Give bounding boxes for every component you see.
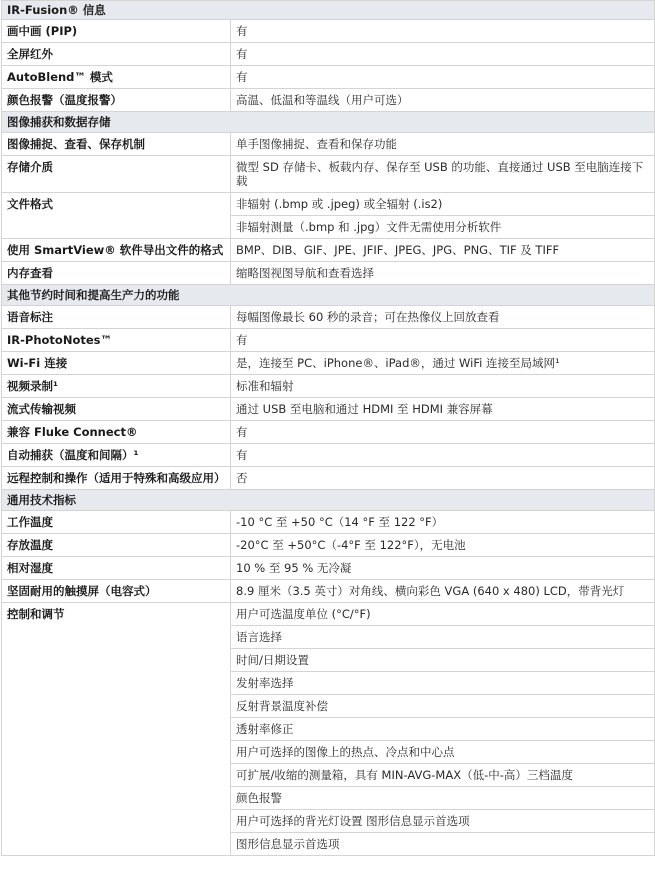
spec-value: 语言选择 xyxy=(231,626,655,649)
spec-label: 流式传输视频 xyxy=(2,398,231,421)
section-header xyxy=(2,490,655,511)
spec-row xyxy=(2,557,655,580)
spec-value: 通过 USB 至电脑和通过 HDMI 至 HDMI 兼容屏幕 xyxy=(231,398,655,421)
spec-label: 颜色报警（温度报警） xyxy=(2,89,231,112)
spec-label: 自动捕获（温度和间隔）¹ xyxy=(2,444,231,467)
spec-value: 透射率修正 xyxy=(231,718,655,741)
spec-row xyxy=(2,444,655,467)
spec-value: 用户可选择的图像上的热点、冷点和中心点 xyxy=(231,741,655,764)
spec-label: 文件格式 xyxy=(2,193,231,239)
spec-label: 存储介质 xyxy=(2,156,231,193)
spec-value: 有 xyxy=(231,329,655,352)
spec-row xyxy=(2,156,655,193)
spec-value: 非辐射测量（.bmp 和 .jpg）文件无需使用分析软件 xyxy=(231,216,655,239)
spec-row xyxy=(2,580,655,603)
spec-label: 远程控制和操作（适用于特殊和高级应用） xyxy=(2,467,231,490)
spec-value: 是，连接至 PC、iPhone®、iPad®，通过 WiFi 连接至局域网¹ xyxy=(231,352,655,375)
spec-row xyxy=(2,398,655,421)
spec-label: 使用 SmartView® 软件导出文件的格式 xyxy=(2,239,231,262)
spec-label: 语音标注 xyxy=(2,306,231,329)
spec-value: 有 xyxy=(231,43,655,66)
spec-label: 兼容 Fluke Connect® xyxy=(2,421,231,444)
spec-value: 反射背景温度补偿 xyxy=(231,695,655,718)
spec-value: 图形信息显示首选项 xyxy=(231,833,655,856)
spec-row xyxy=(2,603,655,626)
spec-row xyxy=(2,467,655,490)
spec-label: 坚固耐用的触摸屏（电容式） xyxy=(2,580,231,603)
spec-value: 有 xyxy=(231,20,655,43)
spec-value: 每幅图像最长 60 秒的录音；可在热像仪上回放查看 xyxy=(231,306,655,329)
spec-row xyxy=(2,421,655,444)
spec-value: 否 xyxy=(231,467,655,490)
section-title: 图像捕获和数据存储 xyxy=(2,112,655,133)
spec-value: 10 % 至 95 % 无冷凝 xyxy=(231,557,655,580)
spec-row xyxy=(2,239,655,262)
spec-value: 发射率选择 xyxy=(231,672,655,695)
spec-value: 用户可选温度单位 (°C/°F) xyxy=(231,603,655,626)
spec-value: 可扩展/收缩的测量箱，具有 MIN-AVG-MAX（低-中-高）三档温度 xyxy=(231,764,655,787)
spec-label: Wi-Fi 连接 xyxy=(2,352,231,375)
spec-label: 相对湿度 xyxy=(2,557,231,580)
spec-table-body xyxy=(2,1,655,856)
spec-label: AutoBlend™ 模式 xyxy=(2,66,231,89)
spec-label: 全屏红外 xyxy=(2,43,231,66)
spec-row xyxy=(2,89,655,112)
spec-label: 视频录制¹ xyxy=(2,375,231,398)
spec-label: 控制和调节 xyxy=(2,603,231,856)
spec-row xyxy=(2,375,655,398)
spec-value: 用户可选择的背光灯设置 图形信息显示首选项 xyxy=(231,810,655,833)
spec-value: 微型 SD 存储卡、板载内存、保存至 USB 的功能、直接通过 USB 至电脑连接下载 xyxy=(231,156,655,193)
spec-table xyxy=(1,0,655,856)
spec-row xyxy=(2,352,655,375)
spec-row xyxy=(2,66,655,89)
spec-value: 单手图像捕捉、查看和保存功能 xyxy=(231,133,655,156)
spec-label: 内存查看 xyxy=(2,262,231,285)
spec-value: -20°C 至 +50°C（-4°F 至 122°F），无电池 xyxy=(231,534,655,557)
section-title: 通用技术指标 xyxy=(2,490,655,511)
spec-label: 画中画 (PIP) xyxy=(2,20,231,43)
spec-label: IR-PhotoNotes™ xyxy=(2,329,231,352)
section-header xyxy=(2,112,655,133)
section-title: 其他节约时间和提高生产力的功能 xyxy=(2,285,655,306)
spec-row xyxy=(2,262,655,285)
spec-value: 缩略图视图导航和查看选择 xyxy=(231,262,655,285)
section-header xyxy=(2,285,655,306)
spec-value: 有 xyxy=(231,444,655,467)
spec-row xyxy=(2,329,655,352)
spec-row xyxy=(2,511,655,534)
spec-value: 颜色报警 xyxy=(231,787,655,810)
spec-row xyxy=(2,133,655,156)
spec-row xyxy=(2,20,655,43)
spec-value: 有 xyxy=(231,66,655,89)
spec-value: BMP、DIB、GIF、JPE、JFIF、JPEG、JPG、PNG、TIF 及 TIFF xyxy=(231,239,655,262)
spec-row xyxy=(2,193,655,216)
spec-value: 时间/日期设置 xyxy=(231,649,655,672)
spec-label: 工作温度 xyxy=(2,511,231,534)
spec-label: 图像捕捉、查看、保存机制 xyxy=(2,133,231,156)
spec-row xyxy=(2,306,655,329)
spec-value: 有 xyxy=(231,421,655,444)
section-title: IR-Fusion® 信息 xyxy=(2,1,655,20)
spec-value: 高温、低温和等温线（用户可选） xyxy=(231,89,655,112)
spec-row xyxy=(2,43,655,66)
spec-value: 非辐射 (.bmp 或 .jpeg) 或全辐射 (.is2) xyxy=(231,193,655,216)
spec-value: 标准和辐射 xyxy=(231,375,655,398)
spec-label: 存放温度 xyxy=(2,534,231,557)
spec-row xyxy=(2,534,655,557)
spec-value: 8.9 厘米（3.5 英寸）对角线、横向彩色 VGA (640 x 480) LCD，带背光灯 xyxy=(231,580,655,603)
spec-value: -10 °C 至 +50 °C（14 °F 至 122 °F） xyxy=(231,511,655,534)
section-header xyxy=(2,1,655,20)
